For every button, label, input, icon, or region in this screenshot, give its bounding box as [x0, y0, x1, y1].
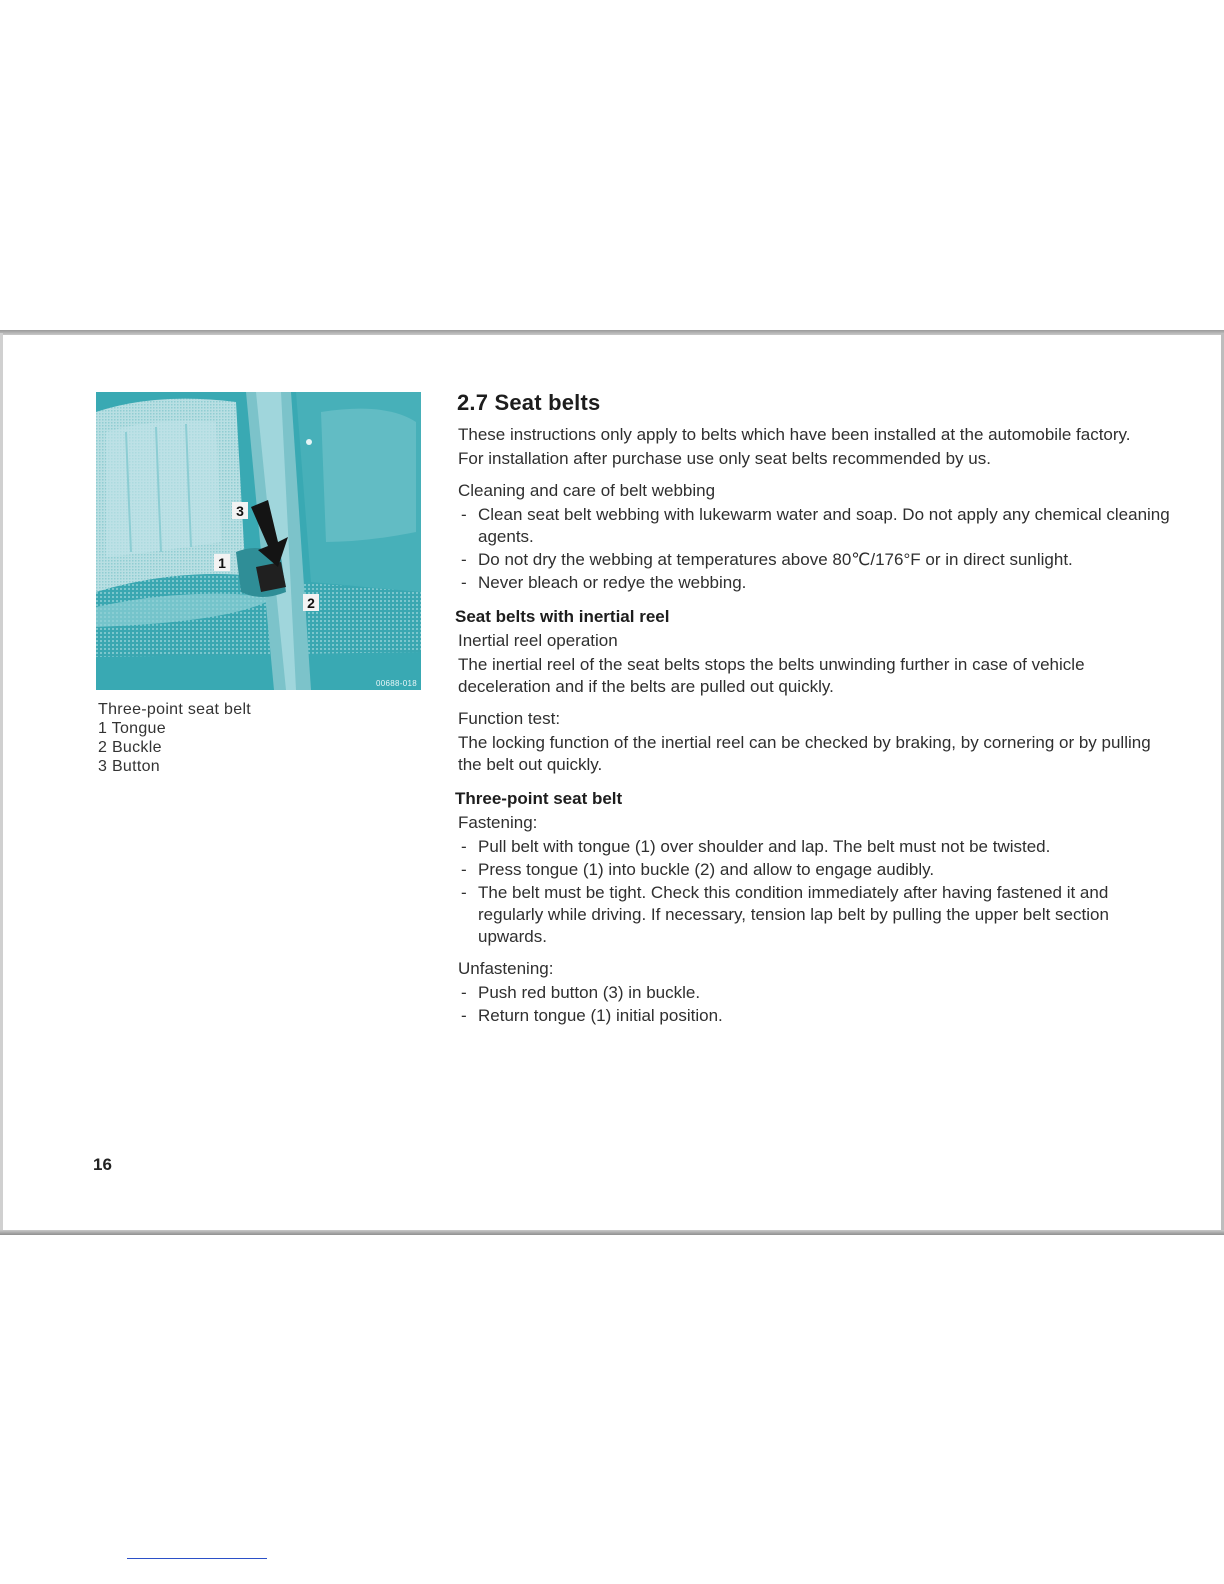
inertial-operation-label: Inertial reel operation — [458, 631, 618, 650]
page-left-edge — [0, 333, 3, 1233]
caption-item: 3 Button — [98, 758, 161, 775]
caption-title: Three-point seat belt — [98, 701, 252, 718]
figure-code: 00688-018 — [376, 679, 417, 688]
list-item: - Never bleach or redye the webbing. — [458, 572, 1175, 594]
page-bottom-edge — [0, 1230, 1224, 1235]
intro-paragraph: For installation after purchase use only seat belts recommended by us. — [458, 449, 991, 468]
page-top-edge — [0, 330, 1224, 335]
cleaning-title: Cleaning and care of belt webbing — [458, 481, 716, 500]
list-item: - Clean seat belt webbing with lukewarm water and soap. Do not apply any chemical cleaning agents. — [458, 504, 1175, 548]
section-heading: 2.7 Seat belts — [457, 390, 601, 415]
section-content — [455, 392, 1175, 1029]
inertial-operation-text: The inertial reel of the seat belts stops the belts unwinding further in case of vehicle deceleration and if the belts are pulled out quickly. — [458, 655, 1085, 696]
page-number: 16 — [93, 1155, 112, 1174]
inertial-heading: Seat belts with inertial reel — [455, 607, 670, 626]
list-item: - Do not dry the webbing at temperatures above 80℃/176°F or in direct sunlight. — [458, 549, 1175, 571]
callout-2: 2 — [307, 595, 315, 611]
list-item: - Press tongue (1) into buckle (2) and allow to engage audibly. — [458, 859, 1175, 881]
list-item: - Return tongue (1) initial position. — [458, 1005, 1175, 1027]
fastening-label: Fastening: — [458, 813, 538, 832]
callout-3: 3 — [236, 503, 244, 519]
intro-paragraph: These instructions only apply to belts which have been installed at the automobile factory. — [458, 425, 1131, 444]
caption-item: 1 Tongue — [98, 720, 166, 737]
cleaning-list — [455, 504, 1175, 594]
callout-1: 1 — [218, 555, 226, 571]
figure-caption — [98, 700, 251, 776]
three-point-heading: Three-point seat belt — [455, 789, 623, 808]
list-item: - Pull belt with tongue (1) over shoulder and lap. The belt must not be twisted. — [458, 836, 1175, 858]
list-item: - Push red button (3) in buckle. — [458, 982, 1175, 1004]
unfastening-label: Unfastening: — [458, 959, 554, 978]
unfastening-list — [455, 982, 1175, 1027]
function-test-text: The locking function of the inertial reel can be checked by braking, by cornering or by pulling the belt out quickly. — [458, 733, 1151, 774]
function-test-label: Function test: — [458, 709, 561, 728]
caption-item: 2 Buckle — [98, 739, 162, 756]
list-item: - The belt must be tight. Check this condition immediately after having fastened it and regularly while driving. If necessary, tension lap belt by pulling the upper belt section upwards. — [458, 882, 1175, 948]
footer-line — [127, 1558, 267, 1559]
fastening-list — [455, 836, 1175, 948]
seat-belt-illustration — [96, 392, 421, 690]
